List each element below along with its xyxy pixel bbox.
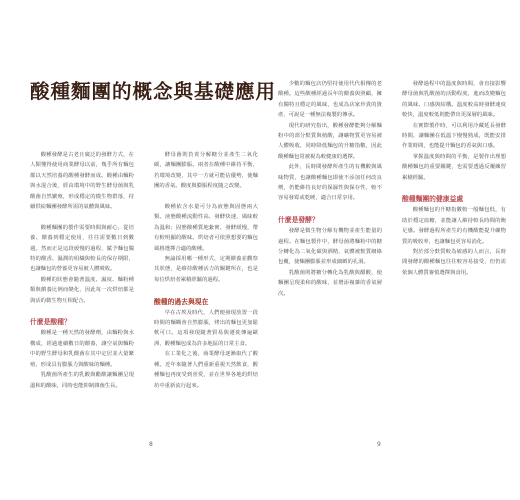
section-heading: 酸種麵團的健康益處 [402,195,464,204]
section-heading: 什麼是酸種？ [30,318,71,327]
page-number: 8 [149,441,153,448]
paragraph: 在工業化之後，商業酵母逐漸取代了酸種。近年來隨著人們重新重視天然飲食，酸種麵包再度受到喜愛，並在世界各地的烘焙坊中重新流行起來。 [154,351,258,389]
page-number: 9 [377,441,381,448]
left-column-2 [154,150,258,391]
paragraph: 酸種的狀態會隨著溫度、濕度、麵粉種類與餵養比例而變化，因此每一次烘焙都是與活的微生物互相配合。 [30,276,134,304]
paragraph: 少數的麵包店仍堅持使用代代相傳的老酸種。這些酸種經過長年的餵養與照顧，擁有獨特且穩定的風味，也成為店家珍貴的資產，可說是一種無法複製的傳承。 [278,81,382,119]
paragraph: 酵母菌則負責分解糖分並產生二氧化碳，讓麵團膨脹。兩者在酸種中維持平衡，若環境改變，其中一方就可能佔優勢，使麵團的香氣、酸度與膨脹程度隨之改變。 [154,152,258,190]
paragraph: 發酵過程中的溫度與時間，會直接影響酵母菌與乳酸菌的活動程度，進而改變麵包的風味、口感與結構。溫度較高時發酵速度較快，溫度較低則能帶出更深層的風味。 [402,81,506,119]
paragraph: 在實際製作時，可以利用冷藏延長發酵時間，讓麵團在低溫下慢慢熟成，既能安排作業時間，也能提升麵包的香氣與口感。 [402,122,506,150]
section-heading: 酸種的過去與現在 [154,297,209,306]
right-page-columns [278,79,506,299]
paragraph: 現代的研究指出，酸種發酵能夠分解麵粉中的部分麩質與植酸，讓礦物質更容易被人體吸收，同時降低麵包的升糖指數，因此酸種麵包常被視為較健康的選擇。 [278,122,382,160]
paragraph: 對於部分麩質較為敏感的人而言，長時間發酵的酸種麵包往往較容易接受，但仍需依個人體質審慎選擇與食用。 [402,249,506,276]
paragraph: 無論採用哪一種形式，定期餵養並觀察其狀態，是維持酸種活力的關鍵所在，也是每位烘焙者累積經驗的過程。 [154,256,258,283]
paragraph: 酸種發酵是古老且廣泛的發酵方式，在人類懂得使用商業酵母以前，幾乎所有麵包都以天然培養的酸種發酵而成。酸種由麵粉與水混合後，經由環境中的野生酵母菌與乳酸菌自然繁殖，形成穩定的微生物群落，持續供給麵團發酵所需的氣體與風味。 [30,152,134,211]
left-page-columns [30,150,258,391]
paragraph: 早在古埃及時代，人們便發現放置一段時間的麵糊會自然膨脹，烤出的麵包更加鬆軟可口。這項發現隨著貿易與遷徙傳遍歐洲，酸種麵包成為許多地區的日常主食。 [154,309,258,347]
right-page [270,0,506,448]
paragraph: 乳酸菌所產生的乳酸與醋酸讓麵團呈現溫和的酸味，同時也能抑制雜菌生長。 [30,372,134,389]
paragraph: 發酵是微生物分解有機物並產生能量的過程。在麵包製作中，酵母菌將麵粉中的糖分轉化為二氧化碳與酒精，氣體被麩質網絡包覆，使麵團膨脹並形成細緻的孔洞。 [278,228,382,266]
left-column-1 [30,150,134,391]
paragraph: 掌握溫度與時間的平衡，是製作出理想酸種麵包的重要關鍵，也需要透過反覆練習累積經驗。 [402,153,506,181]
paragraph: 酸種是一種天然的發酵劑，由麵粉與水構成，經過連續數日的餵養，讓空氣與麵粉中的野生酵母和乳酸菌在其中定居並大量繁殖，形成具有膨脹力與酸味的麵種。 [30,330,134,368]
paragraph: 酸種麵團的製作需要時間與耐心，從培養、餵養到穩定使用，往往需要數日到數週。然而正是這段緩慢的過程，賦予麵包獨特的酸香、濕潤的組織與較長的保存期限，也讓麵包的營養更容易被人體吸收。 [30,224,134,273]
section-heading: 什麼是發酵？ [278,216,319,225]
paragraph: 此外，長時間發酵所產生的有機酸與風味物質，也讓酸種麵包即使不添加任何改良劑，仍能維持良好的保濕性與保存性，較不容易發霉或乾硬，適合日常享用。 [278,164,382,202]
page-title: 酸種麵團的概念與基礎應用 [30,80,277,103]
right-column-2 [402,79,506,299]
paragraph: 酸種依含水量可分為液態與固態兩大類。液態酸種流動性高、發酵快速，風味較為溫和；固態酸種質地紮實、發酵緩慢，帶有較明顯的酸味。烘焙者可依照想要的麵包風格選擇合適的酸種。 [154,204,258,252]
paragraph: 乳酸菌則將糖分轉化為乳酸與醋酸，使麵團呈現柔和的酸味，並增添複雜的香氣層次。 [278,269,382,297]
right-column-1 [278,79,382,299]
left-page [30,0,277,448]
paragraph: 酸種麵包的升糖指數較一般麵包低，有助於穩定血糖，並能讓人維持較長時間的飽足感。發酵過程所產生的有機酸能提升礦物質的吸收率，也讓麵包更容易消化。 [402,207,506,245]
